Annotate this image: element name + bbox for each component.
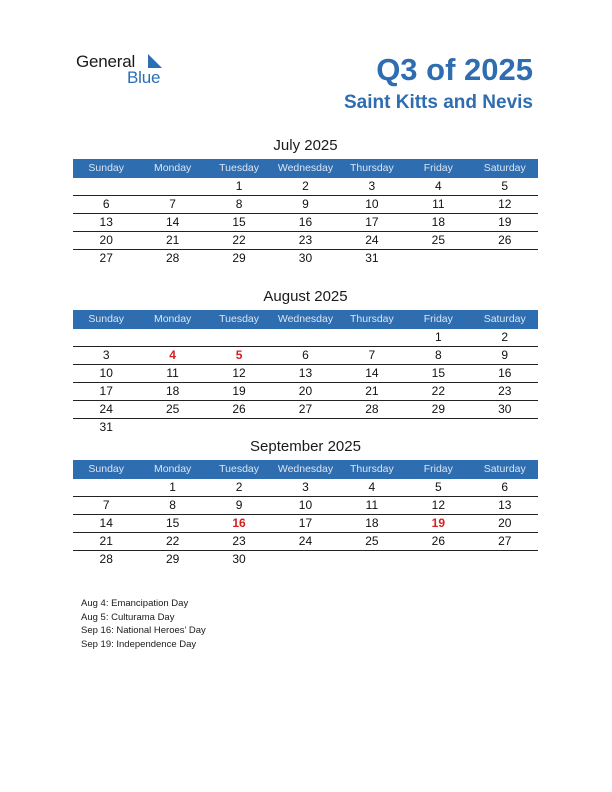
holiday-note: Aug 4: Emancipation Day (81, 598, 189, 609)
week-row (73, 533, 538, 551)
day-cell: 2 (302, 179, 309, 193)
week-row (73, 196, 538, 214)
day-cell: 6 (302, 348, 309, 362)
day-cell: 1 (169, 480, 176, 494)
day-cell: 24 (298, 534, 313, 548)
day-cell: 23 (232, 534, 246, 548)
week-row (73, 232, 538, 250)
day-cell: 16 (498, 366, 512, 380)
day-cell: 24 (365, 233, 379, 247)
day-cell: 10 (99, 366, 113, 380)
weekday-label: Friday (423, 162, 453, 174)
empty-day-cell (339, 419, 405, 436)
week-row (73, 479, 538, 497)
holiday-day-cell: 19 (431, 516, 445, 530)
weekday-label: Thursday (350, 313, 394, 325)
day-cell: 12 (232, 366, 246, 380)
day-cell: 8 (169, 498, 176, 512)
day-cell: 20 (498, 516, 512, 530)
day-cell: 3 (102, 348, 110, 362)
weekday-label: Sunday (88, 463, 125, 475)
day-cell: 1 (434, 330, 442, 344)
empty-day-cell (405, 250, 471, 267)
day-cell: 3 (302, 480, 309, 494)
day-cell: 9 (235, 498, 243, 512)
weekday-header (73, 310, 538, 329)
holiday-notes (81, 597, 206, 651)
weekday-label: Sunday (88, 313, 125, 325)
empty-day-cell (472, 250, 538, 267)
weekday-label: Saturday (483, 313, 526, 325)
day-cell: 7 (102, 498, 110, 512)
day-cell: 23 (498, 384, 512, 398)
empty-day-cell (206, 329, 272, 346)
day-cell: 5 (501, 179, 509, 193)
brand-word-general: General (76, 52, 136, 71)
day-cell: 25 (165, 402, 180, 416)
day-cell: 22 (165, 534, 180, 548)
day-cell: 14 (99, 516, 113, 530)
day-cell: 10 (298, 498, 313, 512)
empty-day-cell (405, 419, 471, 436)
day-cell: 2 (501, 330, 509, 344)
day-cell: 21 (99, 534, 113, 548)
day-cell: 28 (165, 251, 180, 265)
day-cell: 29 (431, 402, 445, 416)
day-cell: 18 (165, 384, 180, 398)
day-cell: 27 (99, 251, 113, 265)
day-cell: 15 (431, 366, 445, 380)
day-cell: 12 (498, 197, 512, 211)
weekday-label: Thursday (350, 162, 394, 174)
week-row (73, 365, 538, 383)
empty-day-cell (272, 551, 338, 568)
holiday-note: Sep 16: National Heroes’ Day (81, 625, 206, 636)
day-cell: 22 (431, 384, 445, 398)
holiday-day-cell: 16 (232, 516, 246, 530)
day-cell: 21 (365, 384, 379, 398)
day-cell: 29 (232, 251, 246, 265)
day-cell: 1 (235, 179, 243, 193)
weekday-header (73, 159, 538, 178)
week-row (73, 551, 538, 568)
weekday-label: Thursday (350, 463, 394, 475)
week-row (73, 515, 538, 533)
empty-day-cell (272, 419, 338, 436)
week-row (73, 214, 538, 232)
day-cell: 14 (365, 366, 379, 380)
empty-day-cell (405, 551, 471, 568)
day-cell: 19 (232, 384, 246, 398)
day-cell: 26 (498, 233, 512, 247)
week-row (73, 329, 538, 347)
day-cell: 5 (434, 480, 442, 494)
day-cell: 13 (498, 498, 512, 512)
brand-logo (76, 52, 176, 88)
weekday-label: Tuesday (219, 162, 259, 174)
day-cell: 7 (169, 197, 176, 211)
day-cell: 6 (501, 480, 509, 494)
weekday-label: Monday (153, 162, 192, 174)
logo-triangle-icon (142, 54, 162, 68)
day-cell: 16 (298, 215, 313, 229)
day-cell: 9 (302, 197, 309, 211)
day-cell: 30 (232, 552, 246, 566)
empty-day-cell (272, 329, 338, 346)
day-cell: 8 (235, 197, 243, 211)
day-cell: 13 (298, 366, 313, 380)
day-cell: 7 (368, 348, 376, 362)
month-title: September 2025 (250, 438, 361, 455)
holiday-day-cell: 4 (169, 348, 176, 362)
month-title: July 2025 (273, 137, 338, 154)
day-cell: 21 (165, 233, 180, 247)
day-cell: 25 (365, 534, 379, 548)
weekday-label: Monday (153, 463, 192, 475)
day-cell: 30 (298, 251, 313, 265)
page-title: Q3 of 2025 (376, 52, 533, 87)
weekday-label: Monday (153, 313, 192, 325)
day-cell: 20 (99, 233, 113, 247)
day-cell: 26 (232, 402, 246, 416)
day-cell: 25 (431, 233, 445, 247)
empty-day-cell (472, 551, 538, 568)
day-cell: 31 (365, 251, 379, 265)
weekday-label: Saturday (483, 463, 526, 475)
day-cell: 26 (431, 534, 445, 548)
week-row (73, 497, 538, 515)
day-cell: 30 (498, 402, 512, 416)
day-cell: 23 (298, 233, 313, 247)
week-row (73, 178, 538, 196)
weekday-label: Tuesday (219, 313, 259, 325)
weekday-label: Saturday (483, 162, 526, 174)
day-cell: 9 (501, 348, 509, 362)
weekday-label: Friday (423, 463, 453, 475)
day-cell: 15 (232, 215, 246, 229)
holiday-note: Sep 19: Independence Day (81, 638, 197, 650)
holiday-day-cell: 5 (235, 348, 243, 362)
day-cell: 3 (368, 179, 376, 193)
week-row (73, 250, 538, 267)
weekday-label: Wednesday (277, 463, 334, 475)
day-cell: 6 (102, 197, 110, 211)
empty-day-cell (206, 419, 272, 436)
day-cell: 8 (434, 348, 442, 362)
empty-day-cell (73, 479, 139, 496)
day-cell: 11 (166, 366, 179, 380)
weekday-label: Wednesday (277, 162, 334, 174)
day-cell: 18 (431, 215, 445, 229)
month-july (73, 137, 538, 267)
empty-day-cell (139, 419, 205, 436)
week-row (73, 383, 538, 401)
holiday-note: Aug 5: Culturama Day (81, 611, 175, 623)
day-cell: 4 (434, 179, 442, 193)
day-cell: 11 (365, 498, 379, 512)
empty-day-cell (339, 551, 405, 568)
day-cell: 15 (165, 516, 180, 530)
day-cell: 18 (365, 516, 379, 530)
day-cell: 27 (298, 402, 313, 416)
weekday-header (73, 460, 538, 479)
day-cell: 20 (298, 384, 313, 398)
day-cell: 2 (235, 480, 243, 494)
brand-word-blue: Blue (127, 68, 161, 87)
day-cell: 28 (365, 402, 379, 416)
day-cell: 10 (365, 197, 379, 211)
empty-day-cell (139, 329, 205, 346)
day-cell: 22 (232, 233, 246, 247)
weekday-label: Friday (423, 313, 453, 325)
weekday-label: Wednesday (277, 313, 334, 325)
empty-day-cell (73, 329, 139, 346)
empty-day-cell (139, 178, 205, 195)
day-cell: 19 (498, 215, 512, 229)
empty-day-cell (73, 178, 139, 195)
day-cell: 13 (99, 215, 113, 229)
day-cell: 4 (368, 480, 376, 494)
empty-day-cell (339, 329, 405, 346)
month-september (73, 438, 538, 568)
day-cell: 17 (365, 215, 379, 229)
day-cell: 17 (99, 384, 113, 398)
month-title: August 2025 (263, 288, 348, 305)
day-cell: 11 (432, 197, 445, 211)
weekday-label: Tuesday (219, 463, 259, 475)
week-row (73, 401, 538, 419)
day-cell: 12 (431, 498, 445, 512)
weekday-label: Sunday (88, 162, 125, 174)
day-cell: 29 (165, 552, 180, 566)
day-cell: 14 (165, 215, 180, 229)
day-cell: 24 (99, 402, 113, 416)
month-august (73, 288, 538, 436)
empty-day-cell (472, 419, 538, 436)
day-cell: 17 (298, 516, 313, 530)
week-row (73, 419, 538, 436)
page-subtitle: Saint Kitts and Nevis (344, 92, 533, 113)
week-row (73, 347, 538, 365)
day-cell: 28 (99, 552, 113, 566)
day-cell: 31 (99, 420, 113, 434)
day-cell: 27 (498, 534, 512, 548)
